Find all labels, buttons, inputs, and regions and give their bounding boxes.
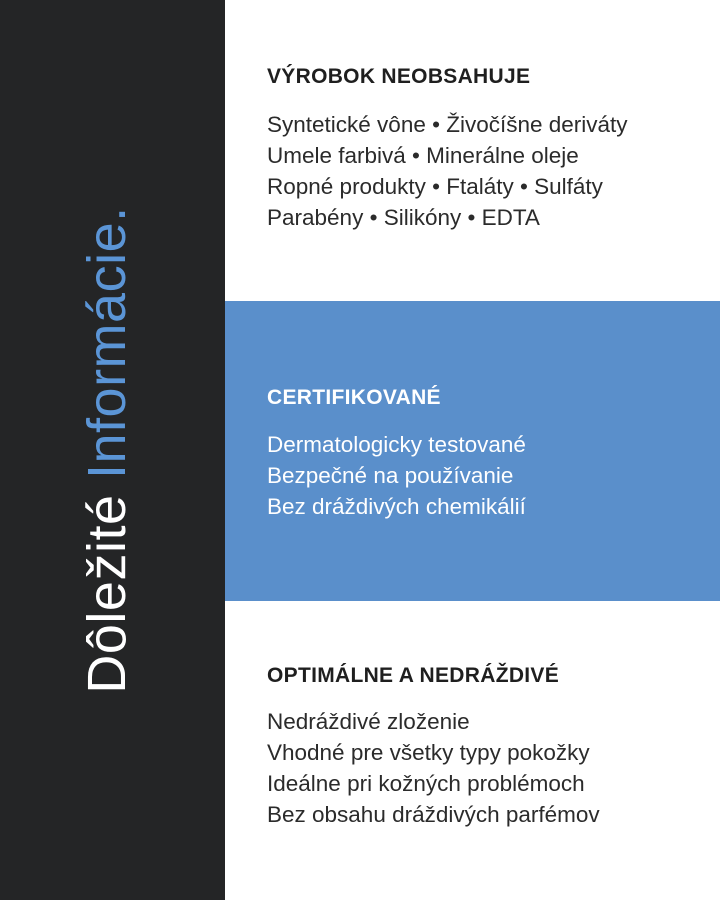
section-list: [267, 429, 526, 522]
list-item: Ropné produkty • Ftaláty • Sulfáty: [267, 174, 603, 199]
list-item: Bezpečné na používanie: [267, 463, 514, 488]
section-not-contained: [225, 0, 720, 301]
section-heading: OPTIMÁLNE A NEDRÁŽDIVÉ: [267, 664, 560, 687]
list-item: Nedráždivé zloženie: [267, 709, 470, 734]
sidebar-title-part2: Informácie.: [77, 206, 137, 479]
list-item: Ideálne pri kožných problémoch: [267, 771, 585, 796]
list-item: Syntetické vône • Živočíšne deriváty: [267, 112, 628, 137]
section-optimal: [225, 601, 720, 900]
list-item: Bez obsahu dráždivých parfémov: [267, 802, 600, 827]
section-heading: CERTIFIKOVANÉ: [267, 386, 441, 409]
section-heading: VÝROBOK NEOBSAHUJE: [267, 65, 531, 88]
list-item: Dermatologicky testované: [267, 432, 526, 457]
list-item: Umele farbivá • Minerálne oleje: [267, 143, 579, 168]
sidebar: [0, 0, 225, 900]
sidebar-title: [77, 206, 137, 694]
sidebar-title-part1: Dôležité: [77, 494, 137, 694]
list-item: Bez dráždivých chemikálií: [267, 494, 526, 519]
section-list: [267, 706, 600, 830]
section-list: [267, 109, 628, 233]
section-certified: [225, 301, 720, 601]
list-item: Parabény • Silikóny • EDTA: [267, 205, 540, 230]
list-item: Vhodné pre všetky typy pokožky: [267, 740, 590, 765]
